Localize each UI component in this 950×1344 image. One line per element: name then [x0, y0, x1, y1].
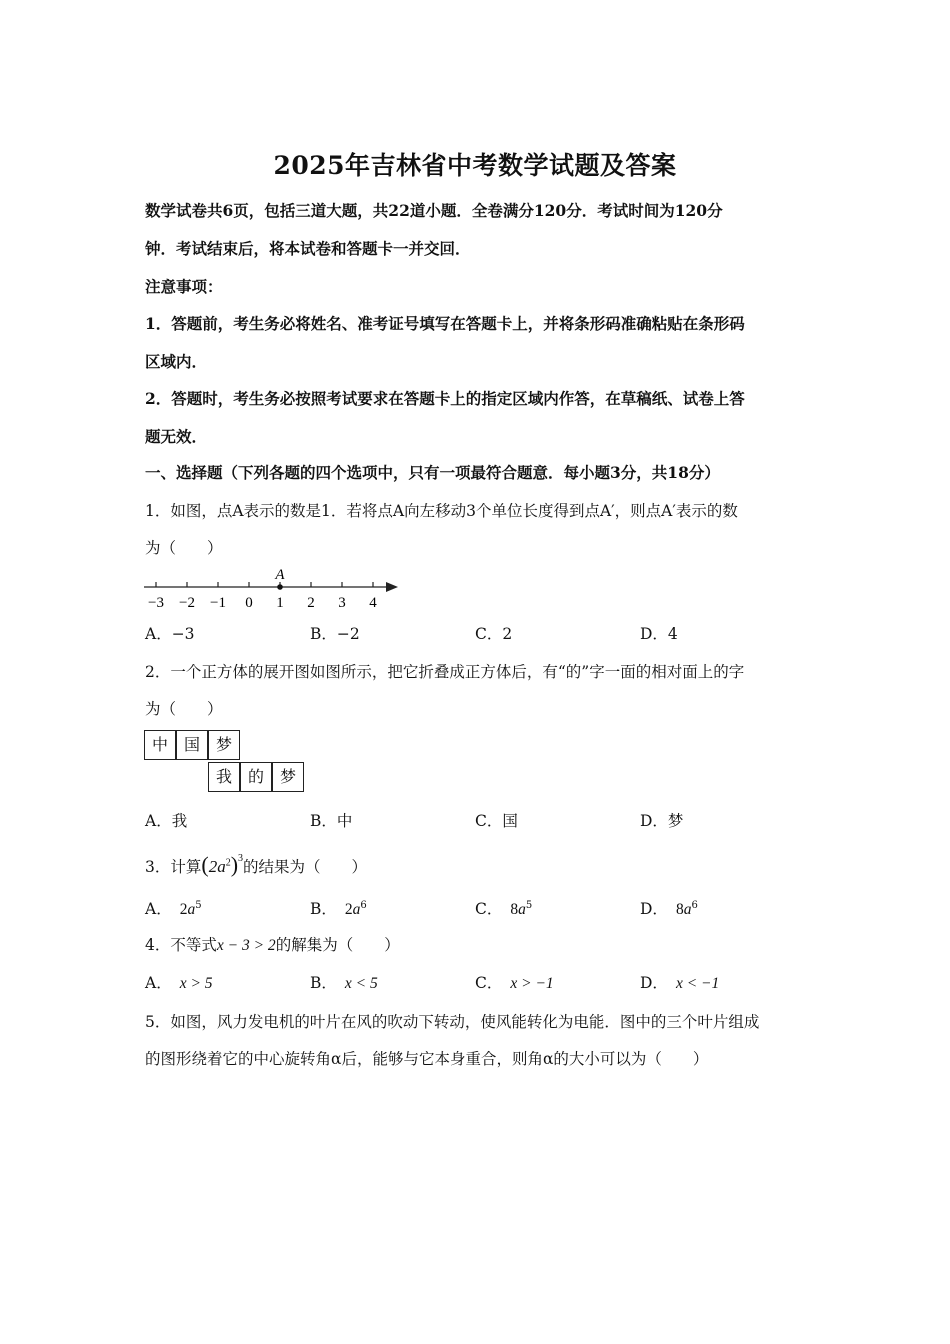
number-line-tick-label: 2 — [307, 595, 315, 611]
q1-option-a[interactable]: A．−3 — [145, 625, 195, 643]
q4-option-c-letter: C． — [475, 974, 503, 992]
intro-line-1: 数学试卷共6页，包括三道大题，共22道小题．全卷满分120分．考试时间为120分 — [145, 201, 723, 220]
note-2-line-2: 题无效． — [145, 427, 208, 446]
number-line-tick-label: 4 — [369, 595, 377, 611]
number-line-tick-label: 0 — [245, 595, 253, 611]
q5-stem-line-2: 的图形绕着它的中心旋转角α后，能够与它本身重合，则角α的大小可以为（ ） — [145, 1050, 709, 1068]
number-line-tick-label: −1 — [210, 595, 226, 611]
page-title: 2025年吉林省中考数学试题及答案 — [273, 151, 677, 180]
number-line-arrow — [386, 582, 398, 592]
q4-option-c[interactable] — [475, 971, 554, 993]
net-cell-de: 的 — [240, 762, 272, 792]
q2-option-a[interactable]: A．我 — [145, 812, 188, 830]
note-2-line-1: 2．答题时，考生务必按照考试要求在答题卡上的指定区域内作答，在草稿纸、试卷上答 — [145, 389, 745, 408]
q4-stem — [145, 933, 400, 955]
q3-option-b[interactable] — [310, 897, 367, 919]
q3-option-a-coef: 2 — [179, 901, 188, 918]
q1-stem-line-2: 为（ ） — [145, 539, 223, 557]
q3-option-a-var: a — [187, 901, 196, 918]
q3-option-b-letter: B． — [310, 900, 337, 918]
notes-heading: 注意事项： — [145, 277, 223, 296]
q3-expr-outer-exp: 3 — [238, 853, 244, 865]
q1-option-d[interactable]: D．4 — [640, 625, 678, 643]
q4-option-b-letter: B． — [310, 974, 337, 992]
point-a-dot — [277, 584, 283, 590]
q3-option-d-coef: 8 — [675, 901, 684, 918]
number-line-tick-label: −2 — [179, 595, 195, 611]
q1-option-c[interactable]: C．2 — [475, 625, 513, 643]
q4-option-a[interactable] — [145, 971, 213, 993]
net-cell-meng-2: 梦 — [272, 762, 304, 792]
q4-option-a-expr: x > 5 — [179, 975, 213, 992]
q4-option-b[interactable] — [310, 971, 378, 993]
q4-option-d[interactable] — [640, 971, 719, 993]
intro-line-2: 钟．考试结束后，将本试卷和答题卡一并交回． — [145, 239, 471, 258]
q3-option-a-letter: A． — [145, 900, 172, 918]
q3-option-d-letter: D． — [640, 900, 668, 918]
q3-expression: $(2a^2)^3$ — [201, 852, 244, 877]
q3-option-c-exp: 5 — [525, 899, 533, 911]
q2-option-c[interactable]: C．国 — [475, 812, 518, 830]
note-1-line-1: 1．答题前，考生务必将姓名、准考证号填写在答题卡上，并将条形码准确粘贴在条形码 — [145, 314, 745, 333]
q4-suffix: 的解集为（ ） — [275, 936, 400, 954]
q3-option-d-var: a — [683, 901, 692, 918]
q2-stem-line-1: 2．一个正方体的展开图如图所示，把它折叠成正方体后，有“的”字一面的相对面上的字 — [145, 663, 745, 681]
q3-option-c-letter: C． — [475, 900, 503, 918]
note-1-line-2: 区域内． — [145, 352, 208, 371]
q3-suffix: 的结果为（ ） — [243, 858, 368, 876]
q3-option-b-exp: 6 — [360, 899, 367, 911]
q4-option-d-expr: x < −1 — [675, 975, 720, 992]
q3-option-d-exp: 6 — [691, 899, 698, 911]
q3-option-b-var: a — [352, 901, 361, 918]
q3-option-b-coef: 2 — [344, 901, 353, 918]
number-line-tick-label: 3 — [338, 595, 346, 611]
number-line-tick-label: −3 — [148, 595, 164, 611]
q3-option-d[interactable] — [640, 897, 698, 919]
point-a-label: A — [275, 567, 285, 583]
section-1-heading: 一、选择题（下列各题的四个选项中，只有一项最符合题意．每小题3分，共18分） — [145, 463, 720, 482]
net-cell-guo: 国 — [176, 730, 208, 760]
q4-option-a-letter: A． — [145, 974, 172, 992]
q4-option-b-expr: x < 5 — [344, 975, 378, 992]
q3-option-a-exp: 5 — [195, 899, 202, 911]
net-cell-zhong: 中 — [144, 730, 176, 760]
q4-expression: x − 3 > 2 — [216, 937, 276, 954]
q1-stem-line-1: 1．如图，点A表示的数是1．若将点A向左移动3个单位长度得到点A′，则点A′表示的数 — [145, 502, 738, 520]
q2-option-b[interactable]: B．中 — [310, 812, 353, 830]
q2-option-d[interactable]: D．梦 — [640, 812, 684, 830]
q1-option-b[interactable]: B．−2 — [310, 625, 360, 643]
q4-option-d-letter: D． — [640, 974, 668, 992]
q4-option-c-expr: x > −1 — [510, 975, 554, 992]
q3-option-a[interactable] — [145, 897, 202, 919]
q2-stem-line-2: 为（ ） — [145, 700, 223, 718]
q1-number-line — [140, 562, 410, 614]
q3-stem — [145, 852, 367, 878]
q5-stem-line-1: 5．如图，风力发电机的叶片在风的吹动下转动，使风能转化为电能．图中的三个叶片组成 — [145, 1013, 760, 1031]
q3-option-c-var: a — [518, 901, 526, 918]
q3-prefix: 3．计算 — [145, 858, 202, 876]
net-cell-wo: 我 — [208, 762, 240, 792]
q3-option-c[interactable] — [475, 897, 532, 919]
q3-option-c-coef: 8 — [510, 901, 519, 918]
q3-expr-base: 2a — [208, 857, 226, 876]
q4-prefix: 4．不等式 — [145, 936, 217, 954]
net-cell-meng-1: 梦 — [208, 730, 240, 760]
number-line-tick-label: 1 — [276, 595, 284, 611]
q3-expr-inner-exp: 2 — [225, 857, 231, 869]
